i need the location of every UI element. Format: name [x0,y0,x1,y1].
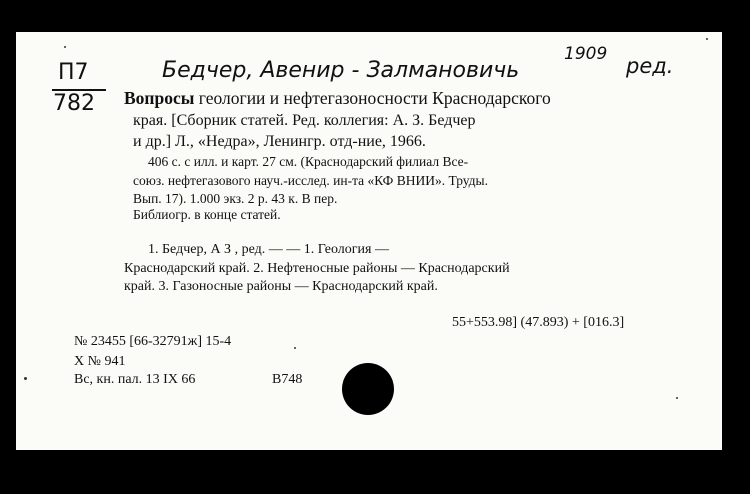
ink-speck [294,347,296,349]
ink-speck [676,397,678,399]
main-line-6: Вып. 17). 1.000 экз. 2 р. 43 к. В пер. [133,191,338,206]
main-line-5: союз. нефтегазового науч.-исслед. ин-та «КФ ВНИИ». Труды. [133,173,488,188]
footer-line-3: Вс, кн. пал. 13 IX 66 [74,372,196,387]
handwritten-author: Бедчер, Авенир - Залмановичь [162,58,520,83]
handwritten-role: ред. [626,54,674,78]
tracing-line-3: край. 3. Газоносные районы — Краснодарский край. [124,279,438,294]
tracing-line-1: 1. Бедчер, А З , ред. — — 1. Геология — [148,242,389,257]
main-line-7: Библиогр. в конце статей. [133,207,281,222]
ink-speck [64,46,66,48]
footer-code: B748 [272,372,303,387]
catalog-card [16,32,722,450]
title-first-word: Вопросы [124,88,195,108]
bbk-index: 55+553.98] (47.893) + [016.3] [452,315,625,330]
main-line-3: и др.] Л., «Недра», Ленингр. отд-ние, 1966. [133,133,426,150]
footer-line-2: Х № 941 [74,354,126,369]
main-line-2: края. [Сборник статей. Ред. коллегия: А. З. Бедчер [133,112,476,129]
punch-hole [342,363,394,415]
title-line [124,90,551,108]
classification-top: П7 [58,60,89,85]
tracing-line-2: Краснодарский край. 2. Нефтеносные районы — Краснодарский [124,261,510,276]
handwritten-year: 1909 [564,44,608,64]
ink-speck [706,38,708,40]
main-line-4: 406 с. с илл. и карт. 27 см. (Краснодарский филиал Все- [148,154,469,169]
title-rest: геологии и нефтегазоносности Краснодарского [194,88,551,108]
ink-speck [24,377,27,380]
footer-line-1: № 23455 [66-32791ж] 15-4 [74,334,232,349]
classification-bottom: 782 [53,91,95,116]
